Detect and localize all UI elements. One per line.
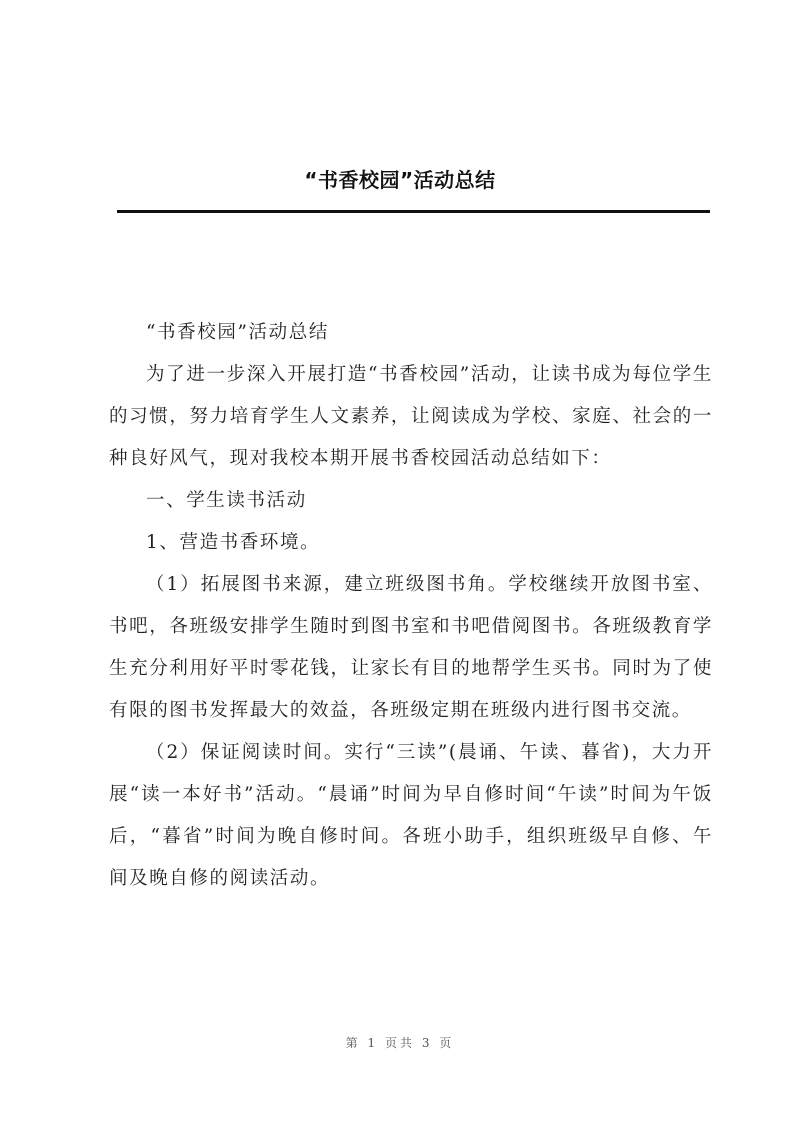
page-title: “书香校园”活动总结 [304, 168, 496, 192]
footer-total-pages: 3 [421, 1036, 433, 1050]
title-divider [117, 210, 710, 213]
page-footer [0, 1034, 800, 1051]
footer-current-page: 1 [367, 1036, 379, 1050]
document-body [109, 312, 713, 900]
paragraph-subtitle: “书香校园”活动总结 [146, 322, 329, 343]
footer-middle: 页共 [384, 1036, 415, 1050]
heading-subsection-1: 1、营造书香环境。 [146, 532, 321, 553]
heading-section-1: 一、学生读书活动 [146, 490, 307, 511]
paragraph-intro: 为了进一步深入开展打造“书香校园”活动，让读书成为每位学生的习惯，努力培育学生人文素养，让阅读成为学校、家庭、社会的一种良好风气，现对我校本期开展书香校园活动总结如下： [109, 364, 713, 469]
footer-suffix: 页 [439, 1036, 455, 1050]
paragraph-item-1: （1）拓展图书来源，建立班级图书角。学校继续开放图书室、书吧，各班级安排学生随时到图书室和书吧借阅图书。各班级教育学生充分利用好平时零花钱，让家长有目的地帮学生买书。同时为了使有限的图书发挥最大的效益，各班级定期在班级内进行图书交流。 [109, 574, 713, 721]
footer-prefix: 第 [345, 1036, 361, 1050]
paragraph-item-2: （2）保证阅读时间。实行“三读”(晨诵、午读、暮省)，大力开展“读一本好书”活动。“晨诵”时间为早自修时间“午读”时间为午饭后，“暮省”时间为晚自修时间。各班小助手，组织班级早自修、午间及晚自修的阅读活动。 [109, 742, 713, 889]
